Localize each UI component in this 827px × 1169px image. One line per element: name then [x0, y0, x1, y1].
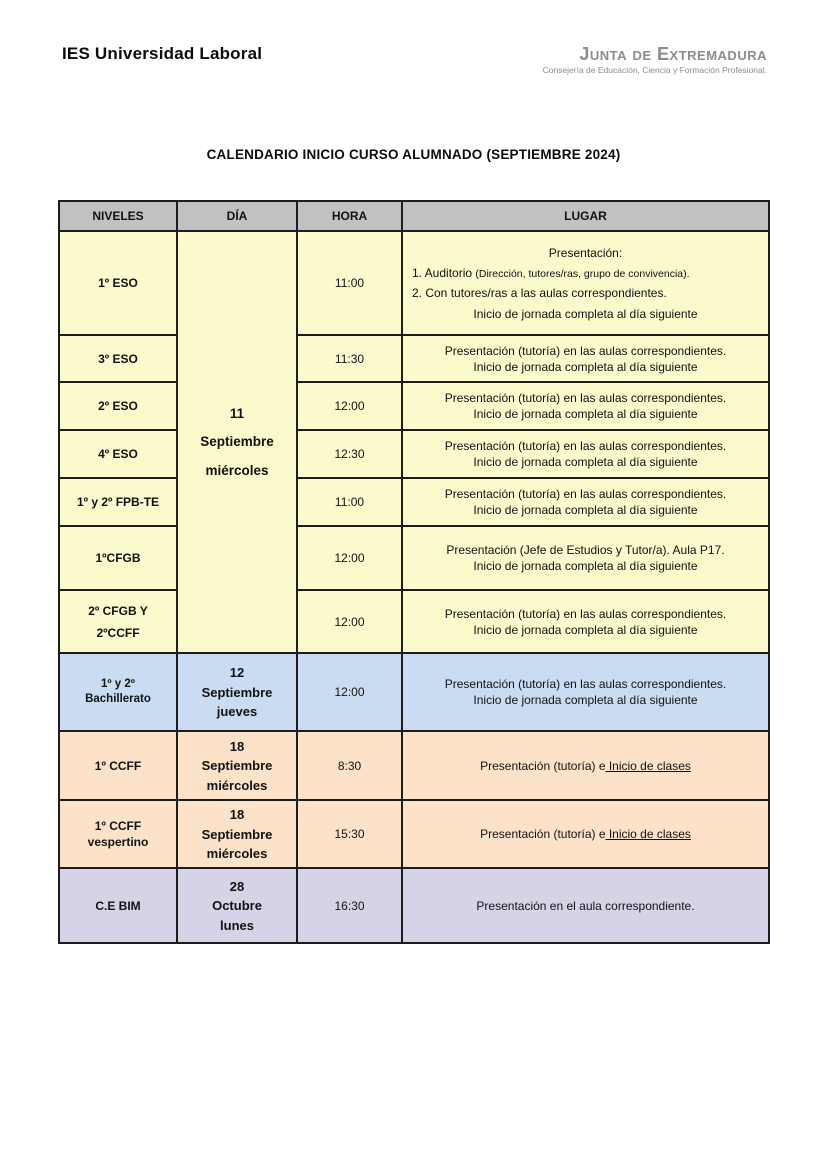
lugar-line-2: Inicio de jornada completa al día siguiente	[473, 503, 698, 518]
hora-cell-cebim: 16:30	[297, 868, 402, 943]
day-month: Septiembre	[201, 758, 273, 774]
lugar-line-1: Presentación (tutoría) en las aulas correspondientes.	[444, 439, 727, 454]
nivel-cell-bachillerato	[59, 653, 177, 731]
lugar-text: Presentación (tutoría) e	[480, 758, 606, 773]
table-row-bachillerato	[59, 653, 769, 731]
hora-cell-3eso: 11:30	[297, 335, 402, 382]
table-header-row	[59, 201, 769, 231]
lugar-cell-1ccff-vespertino	[402, 800, 769, 868]
document-title: CALENDARIO INICIO CURSO ALUMNADO (SEPTIEMBRE 2024)	[206, 147, 621, 163]
logo-subtitle: Consejería de Educación, Ciencia y Formación Profesional.	[542, 64, 767, 75]
col-header-hora: HORA	[297, 201, 402, 231]
day-number: 28	[229, 878, 245, 894]
lugar-cell-bachillerato	[402, 653, 769, 731]
day-month: Septiembre	[201, 684, 273, 700]
day-cell-sep18-morning	[177, 731, 297, 800]
lugar-line-2: Inicio de jornada completa al día siguiente	[473, 359, 698, 374]
table-row-1ccff	[59, 731, 769, 800]
nivel-line-1: 1º y 2º	[101, 677, 135, 690]
lugar-cell-3eso	[402, 335, 769, 382]
day-number: 12	[229, 665, 245, 681]
nivel-line-1: 2º CFGB Y	[88, 603, 148, 618]
lugar-line-2: Inicio de jornada completa al día siguiente	[473, 559, 698, 574]
table-row-1cfgb	[59, 526, 769, 590]
day-weekday: jueves	[216, 704, 258, 720]
col-header-lugar: LUGAR	[402, 201, 769, 231]
col-header-dia: DÍA	[177, 201, 297, 231]
lugar-cell-fpbte	[402, 478, 769, 526]
day-number: 11	[229, 406, 245, 422]
hora-cell-1cfgb: 12:00	[297, 526, 402, 590]
day-cell-sep12	[177, 653, 297, 731]
lugar-cell-1ccff	[402, 731, 769, 800]
lugar-cell-1cfgb	[402, 526, 769, 590]
lugar-line-2: Inicio de jornada completa al día siguiente	[473, 622, 698, 637]
lugar-item-1-main: 1. Auditorio	[412, 266, 476, 281]
nivel-cell-fpbte: 1º y 2º FPB-TE	[59, 478, 177, 526]
table-row-fpbte	[59, 478, 769, 526]
nivel-cell-1ccff: 1º CCFF	[59, 731, 177, 800]
lugar-cell-4eso	[402, 430, 769, 478]
school-name: IES Universidad Laboral	[62, 44, 263, 63]
nivel-cell-4eso: 4º ESO	[59, 430, 177, 478]
day-cell-sep11	[177, 231, 297, 653]
day-weekday: miércoles	[206, 777, 268, 793]
lugar-text: Presentación (tutoría) e	[480, 827, 606, 842]
day-cell-oct28	[177, 868, 297, 943]
day-cell-sep18-evening	[177, 800, 297, 868]
hora-cell-bachillerato: 12:00	[297, 653, 402, 731]
lugar-line-1: Presentación (tutoría) en las aulas correspondientes.	[444, 677, 727, 692]
lugar-cell-1eso	[402, 231, 769, 335]
hora-cell-fpbte: 11:00	[297, 478, 402, 526]
table-row-2cfgb-2ccff	[59, 590, 769, 653]
day-number: 18	[229, 738, 245, 754]
hora-cell-1eso: 11:00	[297, 231, 402, 335]
table-row-2eso	[59, 382, 769, 430]
lugar-item-2: 2. Con tutores/ras a las aulas correspondientes.	[412, 286, 667, 301]
logo-title: Junta de Extremadura	[579, 44, 767, 64]
lugar-line-2: Inicio de jornada completa al día siguiente	[473, 693, 698, 708]
lugar-cell-2eso	[402, 382, 769, 430]
nivel-cell-cebim: C.E BIM	[59, 868, 177, 943]
nivel-cell-3eso: 3º ESO	[59, 335, 177, 382]
nivel-cell-2eso: 2º ESO	[59, 382, 177, 430]
hora-cell-4eso: 12:30	[297, 430, 402, 478]
lugar-text-underlined: Inicio de clases	[605, 827, 691, 842]
table-row-3eso	[59, 335, 769, 382]
nivel-cell-1ccff-vespertino	[59, 800, 177, 868]
table-row-cebim	[59, 868, 769, 943]
hora-cell-2eso: 12:00	[297, 382, 402, 430]
nivel-line-1: 1º CCFF	[94, 819, 142, 834]
lugar-cell-2cfgb-2ccff	[402, 590, 769, 653]
table-row-1ccff-vespertino	[59, 800, 769, 868]
day-number: 18	[229, 807, 245, 823]
nivel-cell-1eso: 1º ESO	[59, 231, 177, 335]
day-weekday: miércoles	[206, 846, 268, 862]
lugar-line-1: Presentación (Jefe de Estudios y Tutor/a). Aula P17.	[446, 543, 725, 558]
lugar-item-1	[409, 265, 762, 281]
lugar-line-2: Inicio de jornada completa al día siguiente	[473, 407, 698, 422]
col-header-niveles: NIVELES	[59, 201, 177, 231]
hora-cell-1ccff: 8:30	[297, 731, 402, 800]
day-weekday: lunes	[220, 917, 254, 933]
lugar-footer: Inicio de jornada completa al día siguiente	[473, 306, 698, 321]
hora-cell-1ccff-vespertino: 15:30	[297, 800, 402, 868]
document-header	[0, 0, 827, 75]
table-row-1eso	[59, 231, 769, 335]
hora-cell-2cfgb-2ccff: 12:00	[297, 590, 402, 653]
day-month: Septiembre	[200, 434, 274, 450]
nivel-cell-1cfgb: 1ºCFGB	[59, 526, 177, 590]
lugar-item-1-detail: (Dirección, tutores/ras, grupo de convivencia).	[475, 268, 690, 281]
day-weekday: miércoles	[205, 462, 269, 478]
calendar-table	[58, 200, 770, 944]
lugar-text-underlined: Inicio de clases	[605, 758, 691, 773]
nivel-line-2: 2ºCCFF	[96, 625, 140, 640]
lugar-cell-cebim: Presentación en el aula correspondiente.	[402, 868, 769, 943]
nivel-line-2: Bachillerato	[85, 693, 151, 706]
lugar-line-2: Inicio de jornada completa al día siguiente	[473, 455, 698, 470]
junta-extremadura-logo	[543, 44, 767, 75]
lugar-line-1: Presentación (tutoría) en las aulas correspondientes.	[444, 391, 727, 406]
lugar-line-1: Presentación (tutoría) en las aulas correspondientes.	[444, 343, 727, 358]
lugar-heading: Presentación:	[548, 246, 623, 261]
lugar-line-1: Presentación (tutoría) en las aulas correspondientes.	[444, 606, 727, 621]
day-month: Septiembre	[201, 826, 273, 842]
lugar-line-1: Presentación (tutoría) en las aulas correspondientes.	[444, 487, 727, 502]
table-row-4eso	[59, 430, 769, 478]
nivel-line-2: vespertino	[87, 835, 149, 850]
day-month: Octubre	[212, 898, 262, 914]
nivel-cell-2cfgb-2ccff	[59, 590, 177, 653]
